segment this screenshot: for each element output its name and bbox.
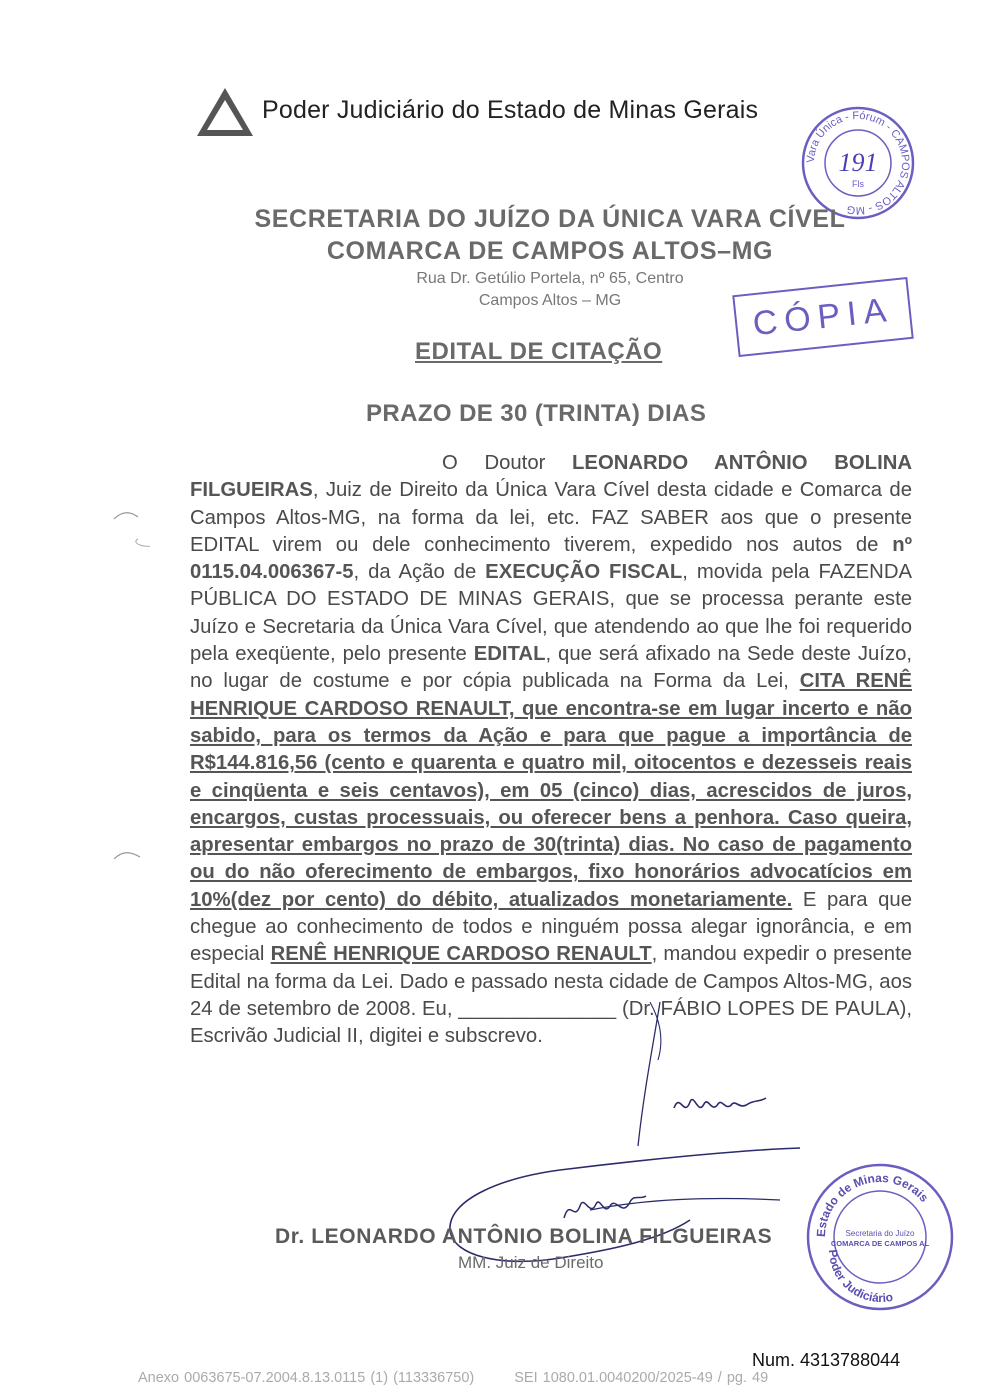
court-seal-stamp xyxy=(805,1162,955,1312)
page-number-stamp xyxy=(800,105,916,221)
clerk-signature xyxy=(670,1088,770,1122)
stamp-fls: Fls xyxy=(852,179,864,189)
triangle-logo-icon xyxy=(195,86,255,138)
edital-word: EDITAL xyxy=(473,643,546,666)
body-paragraph xyxy=(190,450,912,1051)
judge-role: MM. Juiz de Direito xyxy=(458,1253,604,1272)
body-text: , movida pela FAZENDA PÚBLICA DO ESTADO DE MINAS GERAIS, que se processa perante este Juízo e Secretaria da Única Vara Cível, que atendendo ao que lhe foi requerido pela exeqüente, pelo presente xyxy=(190,561,913,666)
pen-stroke xyxy=(630,1000,670,1150)
scan-mark xyxy=(110,535,150,555)
body-text: , que será afixado na Sede deste Juízo, no lugar de costume e por cópia publicada na Forma da Lei, xyxy=(190,643,912,693)
citation-highlight: CITA RENÊ HENRIQUE CARDOSO RENAULT, que encontra-se em lugar incerto e não sabido, para os termos da Ação e para que pague a importância de R$144.816,56 (cento e quarenta e quatro mil, oitocentos e dezesseis reais e cinqüenta e seis centavos), em 05 (cinco) dias, acrescidos de juros, encargos, custas processuais, ou oferecer bens a penhora. Caso queira, apresentar embargos no prazo de 30(trinta) dias. No caso de pagamento ou do não oferecimento de embargos, fixo honorários advocatícios em 10%(dez por cento) do débito, atualizados monetariamente. xyxy=(190,670,912,911)
body-text: , da Ação de xyxy=(353,561,486,584)
signature-blank: ______________ xyxy=(458,997,617,1020)
court-name: Poder Judiciário do Estado de Minas Gerais xyxy=(262,96,759,124)
seal-ring-top: Estado de Minas Gerais xyxy=(813,1170,932,1238)
copia-stamp: CÓPIA xyxy=(732,277,914,357)
address-line-2: Campos Altos – MG xyxy=(478,292,622,309)
comarca-heading: COMARCA DE CAMPOS ALTOS–MG xyxy=(326,237,774,265)
stamp-ring-text: Vara Única - Fórum - CAMPOS ALTOS - MG xyxy=(804,109,912,217)
scan-mark xyxy=(110,505,150,525)
seal-center-line-1: Secretaria do Juízo xyxy=(845,1229,915,1238)
document-number: Num. 4313788044 xyxy=(752,1350,901,1370)
body-text: , mandou expedir o presente Edital na forma da Lei. Dado e passado nesta cidade de Campos Altos-MG, aos 24 de setembro de 2008. Eu, xyxy=(190,943,912,1020)
address-line-1: Rua Dr. Getúlio Portela, nº 65, Centro xyxy=(416,270,684,287)
secretaria-heading: SECRETARIA DO JUÍZO DA ÚNICA VARA CÍVEL xyxy=(254,205,846,233)
body-text: E para que chegue ao conhecimento de todos e ninguém possa alegar ignorância, e em especial xyxy=(190,888,912,966)
stamp-page-number: 191 xyxy=(838,148,878,177)
action-type: EXECUÇÃO FISCAL xyxy=(485,561,683,584)
footer-metadata xyxy=(138,1370,768,1386)
body-text: (Dr. FÁBIO LOPES DE PAULA), Escrivão Judicial II, digitei e subscrevo. xyxy=(190,997,912,1048)
body-text: O Doutor xyxy=(442,452,573,474)
case-number: nº 0115.04.006367-5 xyxy=(190,533,912,584)
footer-annex: Anexo 0063675-07.2004.8.13.0115 (1) (113336750) xyxy=(138,1370,475,1386)
body-text: , Juiz de Direito da Única Vara Cível desta cidade e Comarca de Campos Altos-MG, na forma da lei, etc. FAZ SABER aos que o presente EDITAL virem ou dele conhecimento tiverem, expedido nos autos de xyxy=(190,479,912,556)
footer-sei: SEI 1080.01.0040200/2025-49 / pg. 49 xyxy=(514,1370,769,1386)
judge-name: LEONARDO ANTÔNIO BOLINA FILGUEIRAS xyxy=(190,452,912,502)
defendant-name: RENÊ HENRIQUE CARDOSO RENAULT xyxy=(270,943,652,966)
scan-mark xyxy=(110,845,150,865)
svg-text:Poder Judiciário xyxy=(826,1249,894,1305)
judge-signature-name: Dr. LEONARDO ANTÔNIO BOLINA FILGUEIRAS xyxy=(275,1225,773,1248)
judge-initials xyxy=(560,1188,650,1228)
document-title: EDITAL DE CITAÇÃO xyxy=(415,338,663,365)
edital-body xyxy=(190,450,912,1051)
svg-text:Estado de Minas Gerais xyxy=(814,1171,932,1237)
seal-center-line-2: COMARCA DE CAMPOS AL xyxy=(830,1239,930,1248)
deadline-heading: PRAZO DE 30 (TRINTA) DIAS xyxy=(366,400,707,427)
seal-ring-bottom: Poder Judiciário xyxy=(825,1249,895,1306)
